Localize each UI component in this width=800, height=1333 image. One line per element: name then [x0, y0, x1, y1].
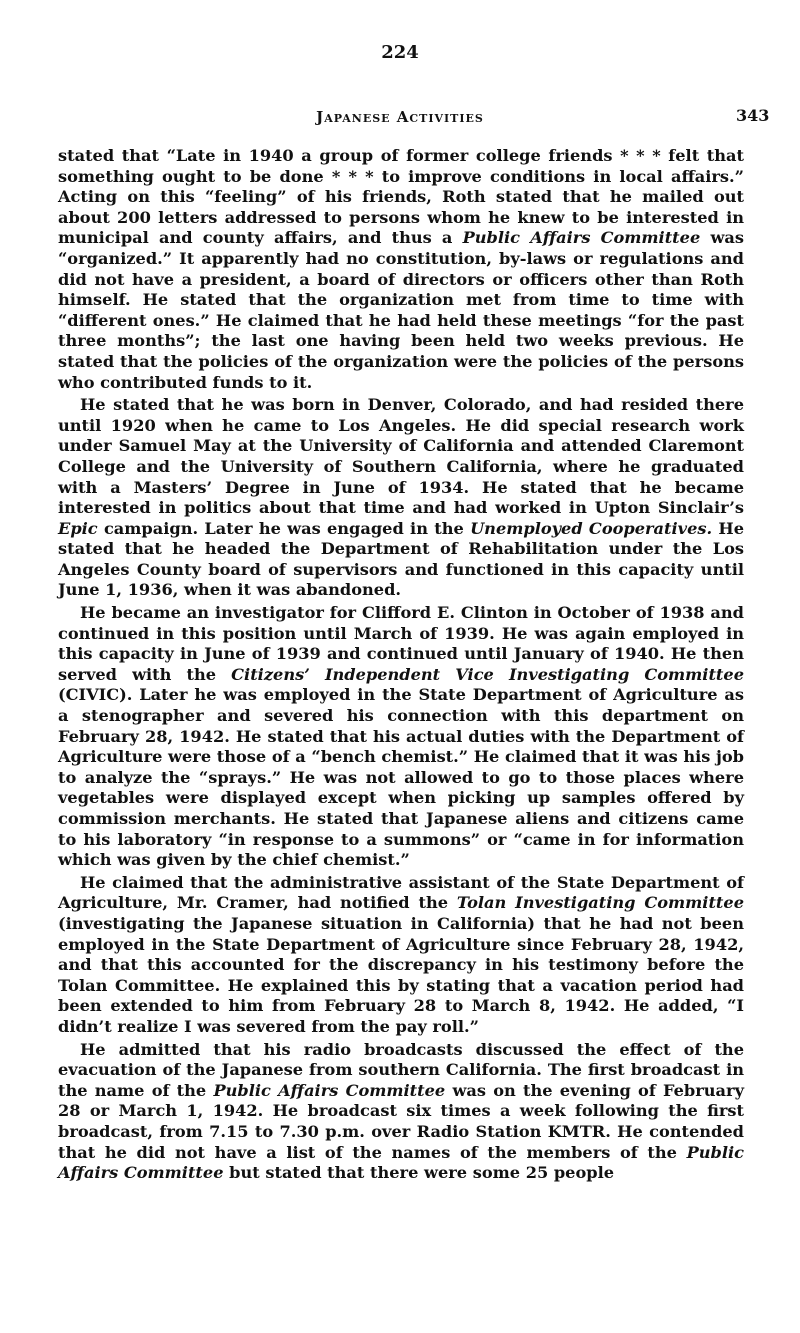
- text-run: stated that “Late in 1940 a group of former college friends * * * felt that something ought to be done * * * to improve conditions in local affairs.” Acting on this “feeling” of his friends, Roth stated that he mailed out about 200 letters addressed to persons whom he knew to be interested in municipal and county affairs, and thus a: [58, 146, 744, 248]
- text-run: He stated that he was born in Denver, Colorado, and had resided there until 1920 when he came to Los Angeles. He did special research work under Samuel May at the University of California and attended Claremont College and the University of Southern California, where he graduated with a Masters’ Degree in June of 1934. He stated that he became interested in politics about that time and had worked in Upton Sinclair’s: [58, 395, 744, 518]
- text-run: (investigating the Japanese situation in California) that he had not been employed in the State Department of Agriculture since February 28, 1942, and that this accounted for the discrepancy in his testimony before the Tolan Committee. He explained this by stating that a vacation period had been extended to him from February 28 to March 8, 1942. He added, “I didn’t realize I was severed from the pay roll.”: [58, 913, 744, 1036]
- paragraph: [58, 1040, 744, 1184]
- text-run: was on the evening of February 28 or March 1, 1942. He broadcast six times a week following the first broadcast, from 7.15 to 7.30 p.m. over Radio Station KMTR. He contended that he did not have a list of the names of the members of the: [58, 1080, 744, 1162]
- text-run: but stated that there were some 25 people: [223, 1163, 615, 1183]
- text-run: He became an investigator for Clifford E. Clinton in October of 1938 and continued in this position until March of 1939. He was again employed in this capacity in June of 1939 and continued until January of 1940. He then served with the: [58, 603, 744, 684]
- italic-phrase: Tolan Investigating Committee: [456, 893, 744, 913]
- paragraph: [58, 873, 744, 1038]
- paragraph: [58, 146, 744, 393]
- text-run: was “organized.” It apparently had no constitution, by-laws or regulations and did not have a president, a board of directors or officers other than Roth himself. He stated that the organization met from time to time with “different ones.” He claimed that he had held these meetings “for the past three months”; the last one having been held two weeks previous. He stated that the policies of the organization were the policies of the persons who contributed funds to it.: [58, 228, 744, 392]
- italic-phrase: Public Affairs Committee: [213, 1080, 446, 1100]
- paragraph: [58, 603, 744, 871]
- running-head-text: Japanese Activities: [316, 108, 484, 126]
- text-run: (CIVIC). Later he was employed in the State Department of Agriculture as a stenographer and severed his connection with this department on February 28, 1942. He stated that his actual duties with the Department of Agriculture were those of a “bench chemist.” He claimed that it was his job to analyze the “sprays.” He was not allowed to go to those places where vegetables were displayed except when picking up samples offered by commission merchants. He stated that Japanese aliens and citizens came to his laboratory “in response to a summons” or “came in for information which was given by the chief chemist.”: [58, 685, 744, 870]
- italic-phrase: Public Affairs Committee: [58, 1142, 744, 1183]
- text-run: He claimed that the administrative assistant of the State Department of Agriculture, Mr. Cramer, had notified the: [58, 872, 744, 913]
- italic-phrase: Citizens’ Independent Vice Investigating Committee: [231, 664, 745, 684]
- text-run: campaign. Later he was engaged in the: [97, 518, 471, 538]
- italic-phrase: Epic: [58, 518, 98, 538]
- body-text: [58, 146, 744, 1184]
- italic-phrase: Unemployed Cooperatives.: [470, 518, 713, 538]
- page-number: 224: [381, 42, 419, 63]
- italic-phrase: Public Affairs Committee: [462, 228, 701, 248]
- text-run: He admitted that his radio broadcasts discussed the effect of the evacuation of the Japanese from southern California. The first broadcast in the name of the: [58, 1039, 744, 1100]
- original-page-number: 343: [736, 106, 770, 125]
- running-head: [0, 108, 800, 126]
- text-run: He stated that he headed the Department of Rehabilitation under the Los Angeles County board of supervisors and functioned in this capacity until June 1, 1936, when it was abandoned.: [58, 518, 745, 600]
- paragraph: [58, 395, 744, 601]
